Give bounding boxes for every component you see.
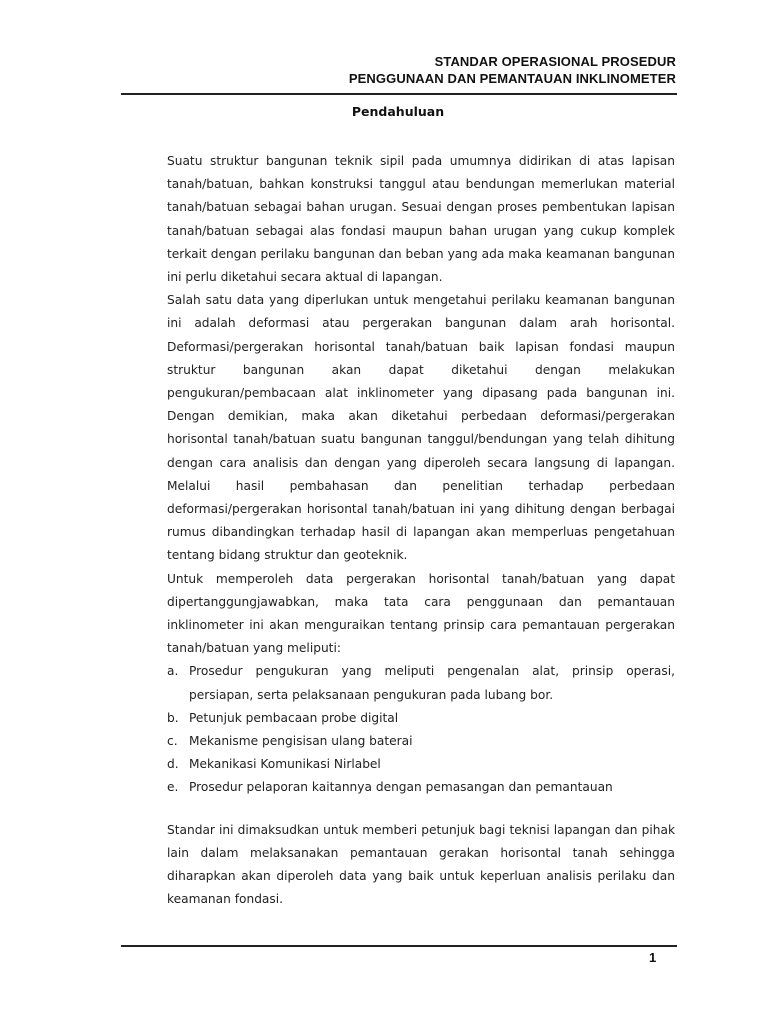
- paragraph-3: Untuk memperoleh data pergerakan horisontal tanah/batuan yang dapat dipertanggungjawabkan, maka tata cara penggunaan dan pemantauan inklinometer ini akan menguraikan tentang prinsip cara pemantauan pergerakan tanah/batuan yang meliputi:: [167, 571, 675, 656]
- list-item-text: Petunjuk pembacaan probe digital: [189, 710, 399, 725]
- document-body: [167, 150, 675, 912]
- list-marker: b.: [167, 710, 179, 725]
- list-item-text: Prosedur pelaporan kaitannya dengan pemasangan dan pemantauan: [189, 780, 613, 795]
- paragraph-spacer: [167, 800, 675, 819]
- footer-divider: [121, 945, 677, 947]
- list-item-text: Mekanikasi Komunikasi Nirlabel: [189, 757, 381, 772]
- list-marker: c.: [167, 734, 178, 749]
- paragraph-4: Standar ini dimaksudkan untuk memberi petunjuk bagi teknisi lapangan dan pihak lain dalam melaksanakan pemantauan gerakan horisontal tanah sehingga diharapkan akan diperoleh data yang baik untuk keperluan analisis perilaku dan keamanan fondasi.: [167, 822, 675, 907]
- page-number: 1: [649, 950, 657, 965]
- list-item: [167, 730, 675, 753]
- list-item: [167, 776, 675, 799]
- paragraph-2: Salah satu data yang diperlukan untuk mengetahui perilaku keamanan bangunan ini adalah deformasi atau pergerakan bangunan dalam arah horisontal. Deformasi/pergerakan horisontal tanah/batuan baik lapisan fondasi maupun struktur bangunan akan dapat diketahui dengan melakukan pengukuran/pembacaan alat inklinometer yang dipasang pada bangunan ini. Dengan demikian, maka akan diketahui perbedaan deformasi/pergerakan horisontal tanah/batuan suatu bangunan tanggul/bendungan yang telah dihitung dengan cara analisis dan dengan yang diperoleh secara langsung di lapangan. Melalui hasil pembahasan dan penelitian terhadap perbedaan deformasi/pergerakan horisontal tanah/batuan ini yang dihitung dengan berbagai rumus dibandingkan terhadap hasil di lapangan akan memperluas pengetahuan tentang bidang struktur dan geoteknik.: [167, 293, 675, 563]
- list-item-text: Mekanisme pengisisan ulang baterai: [189, 734, 413, 749]
- list-item: [167, 660, 675, 706]
- list-marker: d.: [167, 757, 179, 772]
- header-divider: [121, 93, 677, 95]
- list-marker: a.: [167, 664, 179, 679]
- header-title-line-1: STANDAR OPERASIONAL PROSEDUR: [434, 54, 676, 69]
- list-marker: e.: [167, 780, 179, 795]
- document-header: [349, 53, 676, 87]
- section-title: Pendahuluan: [351, 104, 445, 119]
- header-title-line-2: PENGGUNAAN DAN PEMANTAUAN INKLINOMETER: [348, 71, 676, 86]
- list-item-text: Prosedur pengukuran yang meliputi pengenalan alat, prinsip operasi, persiapan, serta pelaksanaan pengukuran pada lubang bor.: [189, 664, 675, 702]
- list-item: [167, 707, 675, 730]
- paragraph-1: Suatu struktur bangunan teknik sipil pada umumnya didirikan di atas lapisan tanah/batuan, bahkan konstruksi tanggul atau bendungan memerlukan material tanah/batuan sebagai bahan urugan. Sesuai dengan proses pembentukan lapisan tanah/batuan sebagai alas fondasi maupun bahan urugan yang cukup komplek terkait dengan perilaku bangunan dan beban yang ada maka keamanan bangunan ini perlu diketahui secara aktual di lapangan.: [167, 154, 675, 285]
- list-item: [167, 753, 675, 776]
- procedure-list: [167, 660, 675, 799]
